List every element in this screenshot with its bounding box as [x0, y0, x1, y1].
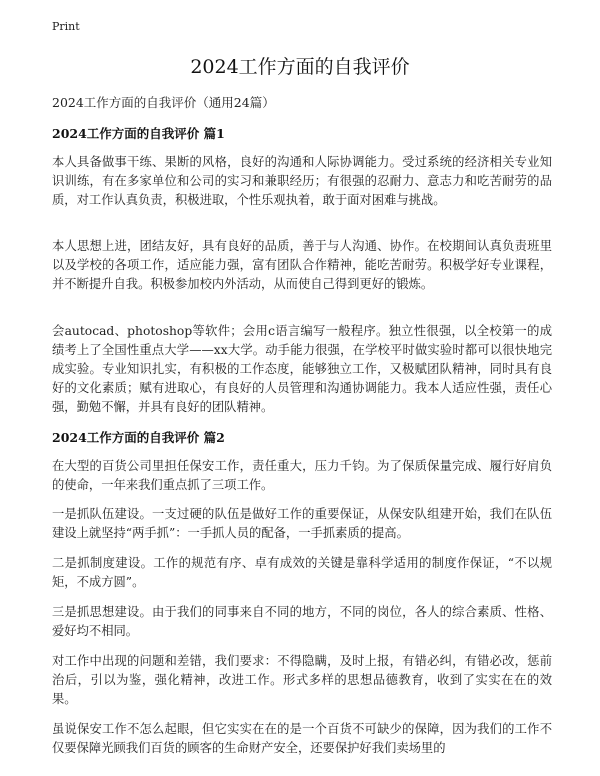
paragraph: 会autocad、photoshop等软件；会用c语言编写一般程序。独立性很强，以全校第一的成绩考上了全国性重点大学——xx大学。动手能力很强，在学校平时做实验时都可以很快地完成实验。专业知识扎实，有积极的工作态度，能够独立工作，又极赋团队精神，同时具有良好的文化素质；赋有进取心，有良好的人员管理和沟通协调能力。我本人适应性强，责任心强，勤勉不懈，并具有良好的团队精神。	[52, 324, 552, 414]
paragraph: 二是抓制度建设。工作的规范有序、卓有成效的关键是靠科学适用的制度作保证，“不以规矩，不成方圆”。	[52, 556, 552, 589]
paragraph: 虽说保安工作不怎么起眼，但它实实在在的是一个百货不可缺少的保障，因为我们的工作不仅要保障光顾我们百货的顾客的生命财产安全，还要保护好我们卖场里的	[52, 722, 552, 755]
paragraph: 一是抓队伍建设。一支过硬的队伍是做好工作的重要保证，从保安队组建开始，我们在队伍建设上就坚持“两手抓”：一手抓人员的配备，一手抓素质的提高。	[52, 507, 552, 540]
paragraph: 在大型的百货公司里担任保安工作，责任重大，压力千钧。为了保质保量完成、履行好肩负的使命，一年来我们重点抓了三项工作。	[52, 459, 552, 492]
section-heading-1: 2024工作方面的自我评价 篇1	[52, 126, 225, 141]
paragraph: 对工作中出现的问题和差错，我们要求：不得隐瞒，及时上报，有错必纠，有错必改，惩前治后，引以为鉴，强化精神，改进工作。形式多样的思想品德教育，收到了实实在在的效果。	[52, 654, 552, 706]
document-subtitle: 2024工作方面的自我评价（通用24篇）	[52, 95, 275, 110]
print-link[interactable]: Print	[52, 20, 80, 33]
paragraph: 三是抓思想建设。由于我们的同事来自不同的地方，不同的岗位，各人的综合素质、性格、爱好均不相同。	[52, 605, 552, 638]
paragraph: 本人具备做事干练、果断的风格，良好的沟通和人际协调能力。受过系统的经济相关专业知识训练，有在多家单位和公司的实习和兼职经历；有很强的忍耐力、意志力和吃苦耐劳的品质，对工作认真负责，积极进取，个性乐观执着，敢于面对困难与挑战。	[52, 155, 552, 207]
section-heading-2: 2024工作方面的自我评价 篇2	[52, 430, 225, 445]
paragraph: 本人思想上进，团结友好，具有良好的品质，善于与人沟通、协作。在校期间认真负责班里以及学校的各项工作，适应能力强，富有团队合作精神，能吃苦耐劳。积极学好专业课程，并不断提升自我。积极参加校内外活动，从而使自己得到更好的锻炼。	[52, 239, 552, 291]
page-title: 2024工作方面的自我评价	[190, 56, 410, 78]
